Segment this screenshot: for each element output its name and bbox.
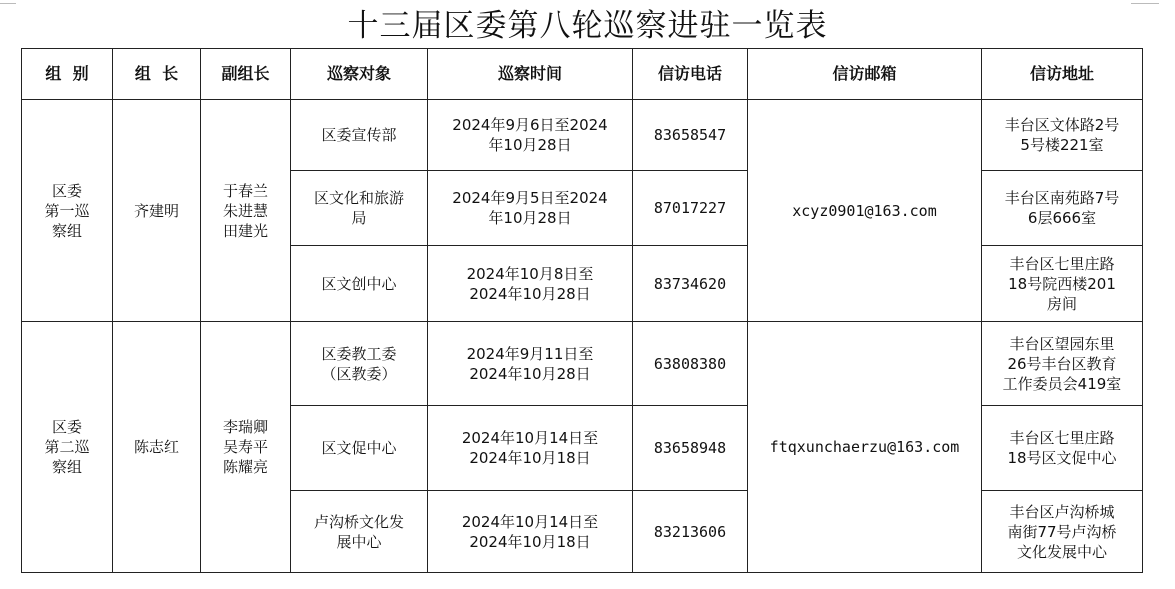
address-line: 丰台区南苑路7号	[1004, 189, 1120, 207]
mail-address	[982, 322, 1143, 406]
phone-number: 63808380	[633, 322, 748, 406]
inspection-time	[428, 246, 633, 322]
group-name-line: 第二巡	[44, 438, 90, 456]
group-name-line: 察组	[51, 458, 82, 476]
time-line: 年10月28日	[488, 209, 572, 227]
mail-address	[982, 406, 1143, 491]
address-line: 丰台区卢沟桥城	[1009, 502, 1115, 521]
table-row	[22, 322, 1143, 406]
inspection-target	[291, 171, 428, 246]
deputy-name: 李瑞卿	[222, 418, 268, 436]
inspection-time	[428, 406, 633, 491]
phone-number: 83734620	[633, 246, 748, 322]
group-name	[22, 100, 113, 322]
target-line: 区文化和旅游	[313, 189, 404, 207]
header-address: 信访地址	[982, 49, 1143, 100]
inspection-time	[428, 322, 633, 406]
address-line: 丰台区望园东里	[1009, 334, 1115, 353]
time-line: 2024年10月18日	[469, 532, 591, 551]
address-line: 18号区文促中心	[1007, 449, 1117, 467]
address-line: 18号院西楼201	[1008, 274, 1116, 293]
time-line: 2024年10月14日至	[461, 429, 599, 447]
time-line: 年10月28日	[488, 136, 572, 154]
address-line: 丰台区七里庄路	[1009, 254, 1115, 273]
header-leader: 组 长	[113, 49, 201, 100]
mail-address	[982, 171, 1143, 246]
table-row	[22, 100, 1143, 171]
inspection-target	[291, 491, 428, 573]
address-line: 5号楼221室	[1020, 136, 1104, 154]
header-target: 巡察对象	[291, 49, 428, 100]
group-deputies	[201, 100, 291, 322]
address-line: 工作委员会419室	[1002, 374, 1122, 393]
target-line: （区教委）	[321, 364, 397, 383]
time-line: 2024年9月6日至2024	[452, 116, 608, 134]
inspection-target	[291, 406, 428, 491]
header-email: 信访邮箱	[748, 49, 982, 100]
group-name-line: 第一巡	[44, 201, 90, 220]
deputy-name: 于春兰	[222, 181, 268, 200]
page-title: 十三届区委第八轮巡察进驻一览表	[347, 8, 828, 44]
email-address[interactable]: xcyz0901@163.com	[748, 100, 982, 322]
header-phone: 信访电话	[633, 49, 748, 100]
time-line: 2024年9月11日至	[466, 344, 594, 363]
address-line: 丰台区文体路2号	[1004, 116, 1120, 134]
page-corner-mark-right	[1131, 3, 1159, 4]
header-row	[22, 49, 1143, 100]
group-name-line: 区委	[51, 418, 82, 436]
target-line: 区文促中心	[321, 439, 397, 457]
group-leader: 陈志红	[113, 322, 201, 573]
time-line: 2024年10月14日至	[461, 512, 599, 531]
mail-address	[982, 246, 1143, 322]
target-line: 展中心	[336, 532, 382, 551]
target-line: 区文创中心	[321, 274, 397, 293]
group-deputies	[201, 322, 291, 573]
target-line: 局	[351, 209, 367, 227]
header-time: 巡察时间	[428, 49, 633, 100]
inspection-time	[428, 491, 633, 573]
target-line: 卢沟桥文化发	[313, 512, 404, 531]
inspection-time	[428, 100, 633, 171]
address-line: 丰台区七里庄路	[1009, 429, 1115, 447]
address-line: 房间	[1046, 294, 1077, 313]
email-address[interactable]: ftqxunchaerzu@163.com	[748, 322, 982, 573]
mail-address	[982, 491, 1143, 573]
phone-number: 83213606	[633, 491, 748, 573]
phone-number: 83658948	[633, 406, 748, 491]
time-line: 2024年10月8日至	[466, 264, 594, 283]
inspection-time	[428, 171, 633, 246]
group-name-line: 察组	[51, 221, 82, 240]
inspection-table	[21, 48, 1143, 573]
time-line: 2024年10月28日	[469, 364, 591, 383]
deputy-name: 陈耀亮	[222, 458, 268, 476]
address-line: 南街77号卢沟桥	[1007, 522, 1117, 541]
time-line: 2024年10月18日	[469, 449, 591, 467]
time-line: 2024年10月28日	[469, 284, 591, 303]
mail-address	[982, 100, 1143, 171]
time-line: 2024年9月5日至2024	[452, 189, 608, 207]
inspection-target	[291, 246, 428, 322]
phone-number: 87017227	[633, 171, 748, 246]
inspection-target	[291, 322, 428, 406]
page-corner-mark-left	[0, 3, 16, 4]
target-line: 区委教工委	[321, 344, 397, 363]
deputy-name: 田建光	[222, 221, 268, 240]
address-line: 6层666室	[1027, 209, 1097, 227]
inspection-target	[291, 100, 428, 171]
address-line: 文化发展中心	[1016, 542, 1107, 561]
header-deputy: 副组长	[201, 49, 291, 100]
deputy-name: 朱进慧	[222, 201, 268, 220]
deputy-name: 吴寿平	[222, 438, 268, 456]
header-group: 组 别	[22, 49, 113, 100]
group-leader: 齐建明	[113, 100, 201, 322]
address-line: 26号丰台区教育	[1007, 354, 1117, 373]
group-name	[22, 322, 113, 573]
target-line: 区委宣传部	[321, 126, 397, 144]
phone-number: 83658547	[633, 100, 748, 171]
group-name-line: 区委	[51, 181, 82, 200]
